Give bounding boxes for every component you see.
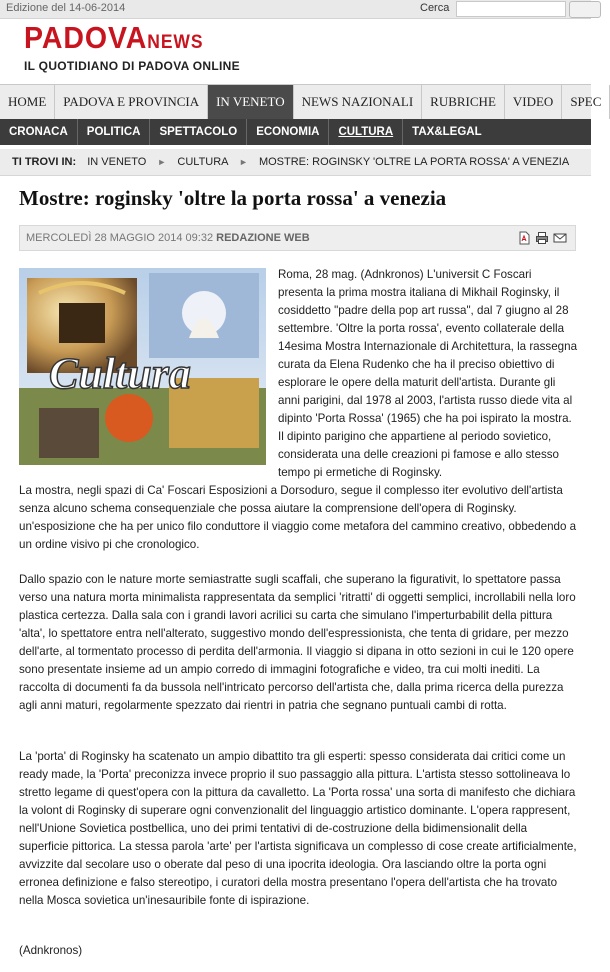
article-author: REDAZIONE WEB [216,232,310,244]
sub-nav [0,119,591,145]
main-nav-news-nazionali[interactable]: NEWS NAZIONALI [294,85,423,119]
sub-nav-politica[interactable]: POLITICA [78,119,151,145]
search-label: Cerca [420,2,450,14]
email-icon[interactable] [553,231,567,245]
main-nav-video[interactable]: VIDEO [505,85,562,119]
main-nav-in-veneto[interactable]: IN VENETO [208,85,294,119]
article-intro-right [278,266,578,482]
print-icon[interactable] [535,231,549,245]
article-source [19,942,319,960]
sub-nav-cultura[interactable]: CULTURA [329,119,403,145]
breadcrumb-label: TI TROVI IN: [12,156,77,168]
article-paragraph: Roma, 28 mag. (Adnkronos) L'universit C Foscari presenta la prima mostra italiana di Mikhail Roginsky, il cosiddetto "padre della pop art russa", dal 7 giugno al 28 settembre. 'Oltre la porta rossa', evento collaterale della 14esima Mostra Internazionale di Architettura, la rassegna curata da Elena Rudenko che ha il preciso obiettivo di esplorare le opere della maturit dell'artista. Durante gli anni parigini, dal 1978 al 2003, l'artista russo diede vita al dipinto 'Porta Rossa' (1965) che ha poi ispirato la mostra. Il dipinto parigino che appartiene al periodo sovietico, considerata una delle creazioni pi famose e allo stesso tempo pi ermetiche di Roginsky. [278,268,578,479]
breadcrumb-arrow-icon: ► [238,157,248,167]
article-tools [517,231,567,245]
article-image [19,268,266,465]
main-nav-spec[interactable]: SPEC [562,85,610,119]
logo-tagline: IL QUOTIDIANO DI PADOVA ONLINE [24,59,240,73]
search-button[interactable] [569,1,601,18]
breadcrumb-cultura[interactable]: CULTURA [177,156,228,168]
site-logo[interactable] [24,22,240,73]
main-nav-rubriche[interactable]: RUBRICHE [422,85,505,119]
main-nav-home[interactable]: HOME [0,85,55,119]
breadcrumb-arrow-icon: ► [157,157,167,167]
main-nav-padova-provincia[interactable]: PADOVA E PROVINCIA [55,85,208,119]
search-input[interactable] [456,1,566,17]
image-word-cultura: Cultura [49,349,191,398]
article-date [26,232,310,244]
article-title: Mostre: roginsky 'oltre la porta rossa' a venezia [19,186,447,210]
article-source-text: (Adnkronos) [19,944,83,957]
breadcrumb-in-veneto[interactable]: IN VENETO [87,156,147,168]
sub-nav-tax-legal[interactable]: TAX&LEGAL [412,126,482,138]
edition-date: Edizione del 14-06-2014 [6,2,126,14]
sub-nav-cronaca[interactable]: CRONACA [0,119,78,145]
logo-news: NEWS [147,32,204,53]
article-intro-continued [19,482,579,554]
article-body-2 [19,571,579,715]
pdf-icon[interactable] [517,231,531,245]
sub-nav-economia[interactable]: ECONOMIA [247,119,329,145]
article-paragraph: La 'porta' di Roginsky ha scatenato un ampio dibattito tra gli esperti: spesso considerata dai critici come un ready made, la 'Porta' preconizza invece proprio il suo passaggio alla pittura. L'artista stesso sottolineava lo stretto legame di quest'opera con la pittura da cavalletto. La 'Porta rossa' una sorta di manifesto che dichiara la volont di Roginsky di superare ogni convenzionalit del linguaggio artistico dominante. L'opera rappresent, nell'Unione Sovietica postbellica, uno dei primi tentativi di de-costruzione della bidimensionalit della superficie pittorica. La stessa parola 'arte' per l'artista significava un complesso di cose create artificialmente, avvizzite dal secolare uso o oberate dal peso di una ipocrita ideologia. Ora lasciando oltre la porta ogni erronea definizione e falso stereotipo, i curatori della mostra presentano l'opera dell'artista che ha trovato nella Mosca sovietica un'inesauribile fonte di ispirazione. [19,750,577,907]
sub-nav-spettacolo[interactable]: SPETTACOLO [150,119,247,145]
top-strip [0,0,591,19]
article-paragraph: Dallo spazio con le nature morte semiastratte sugli scaffali, che superano la figurativit, lo spettatore passa verso una natura morta minimalista rappresentata da semplici 'ritratti' di oggetti semplici, incrollabili nella loro plastica certezza. Dalla sala con i grandi lavori acrilici su carta che simulano l'imperturbabilit della pittura 'alta', lo spettatore entra nell'alterato, suggestivo mondo dell'espressionista, che tenta di gridare, per mezzo dell'arte, al tormentato processo di perdita dell'armonia. Il viaggio si dipana in otto sezioni in cui le 120 opere sono presentate insieme ad un ampio corredo di immagini fotografiche e video, tra cui molti inediti. La raccolta di documenti fa da bussola nell'intricato percorso dell'artista che, dalla prima ricerca della purezza agli anni maturi, regolarmente spezzato dai rientri in patria che segnano puntuali cambi di rotta. [19,573,576,712]
breadcrumb-current: MOSTRE: ROGINSKY 'OLTRE LA PORTA ROSSA' A VENEZIA [258,156,570,168]
article-meta-bar [19,225,576,251]
article-date-text: MERCOLEDÌ 28 MAGGIO 2014 09:32 [26,232,214,244]
breadcrumb [0,149,591,176]
main-nav [0,84,602,120]
article-body-3 [19,748,579,910]
article-paragraph: La mostra, negli spazi di Ca' Foscari Esposizioni a Dorsoduro, segue il complesso iter evolutivo dell'artista senza alcuno schema consequenziale che possa aiutare la comprensione dell'opera di Roginsky. un'esposizione che ha per unico filo conduttore il viaggio come metafora del cammino creativo, obbedendo a un ordine visivo pi che cronologico. [19,484,577,551]
logo-padova: PADOVA [24,20,148,55]
